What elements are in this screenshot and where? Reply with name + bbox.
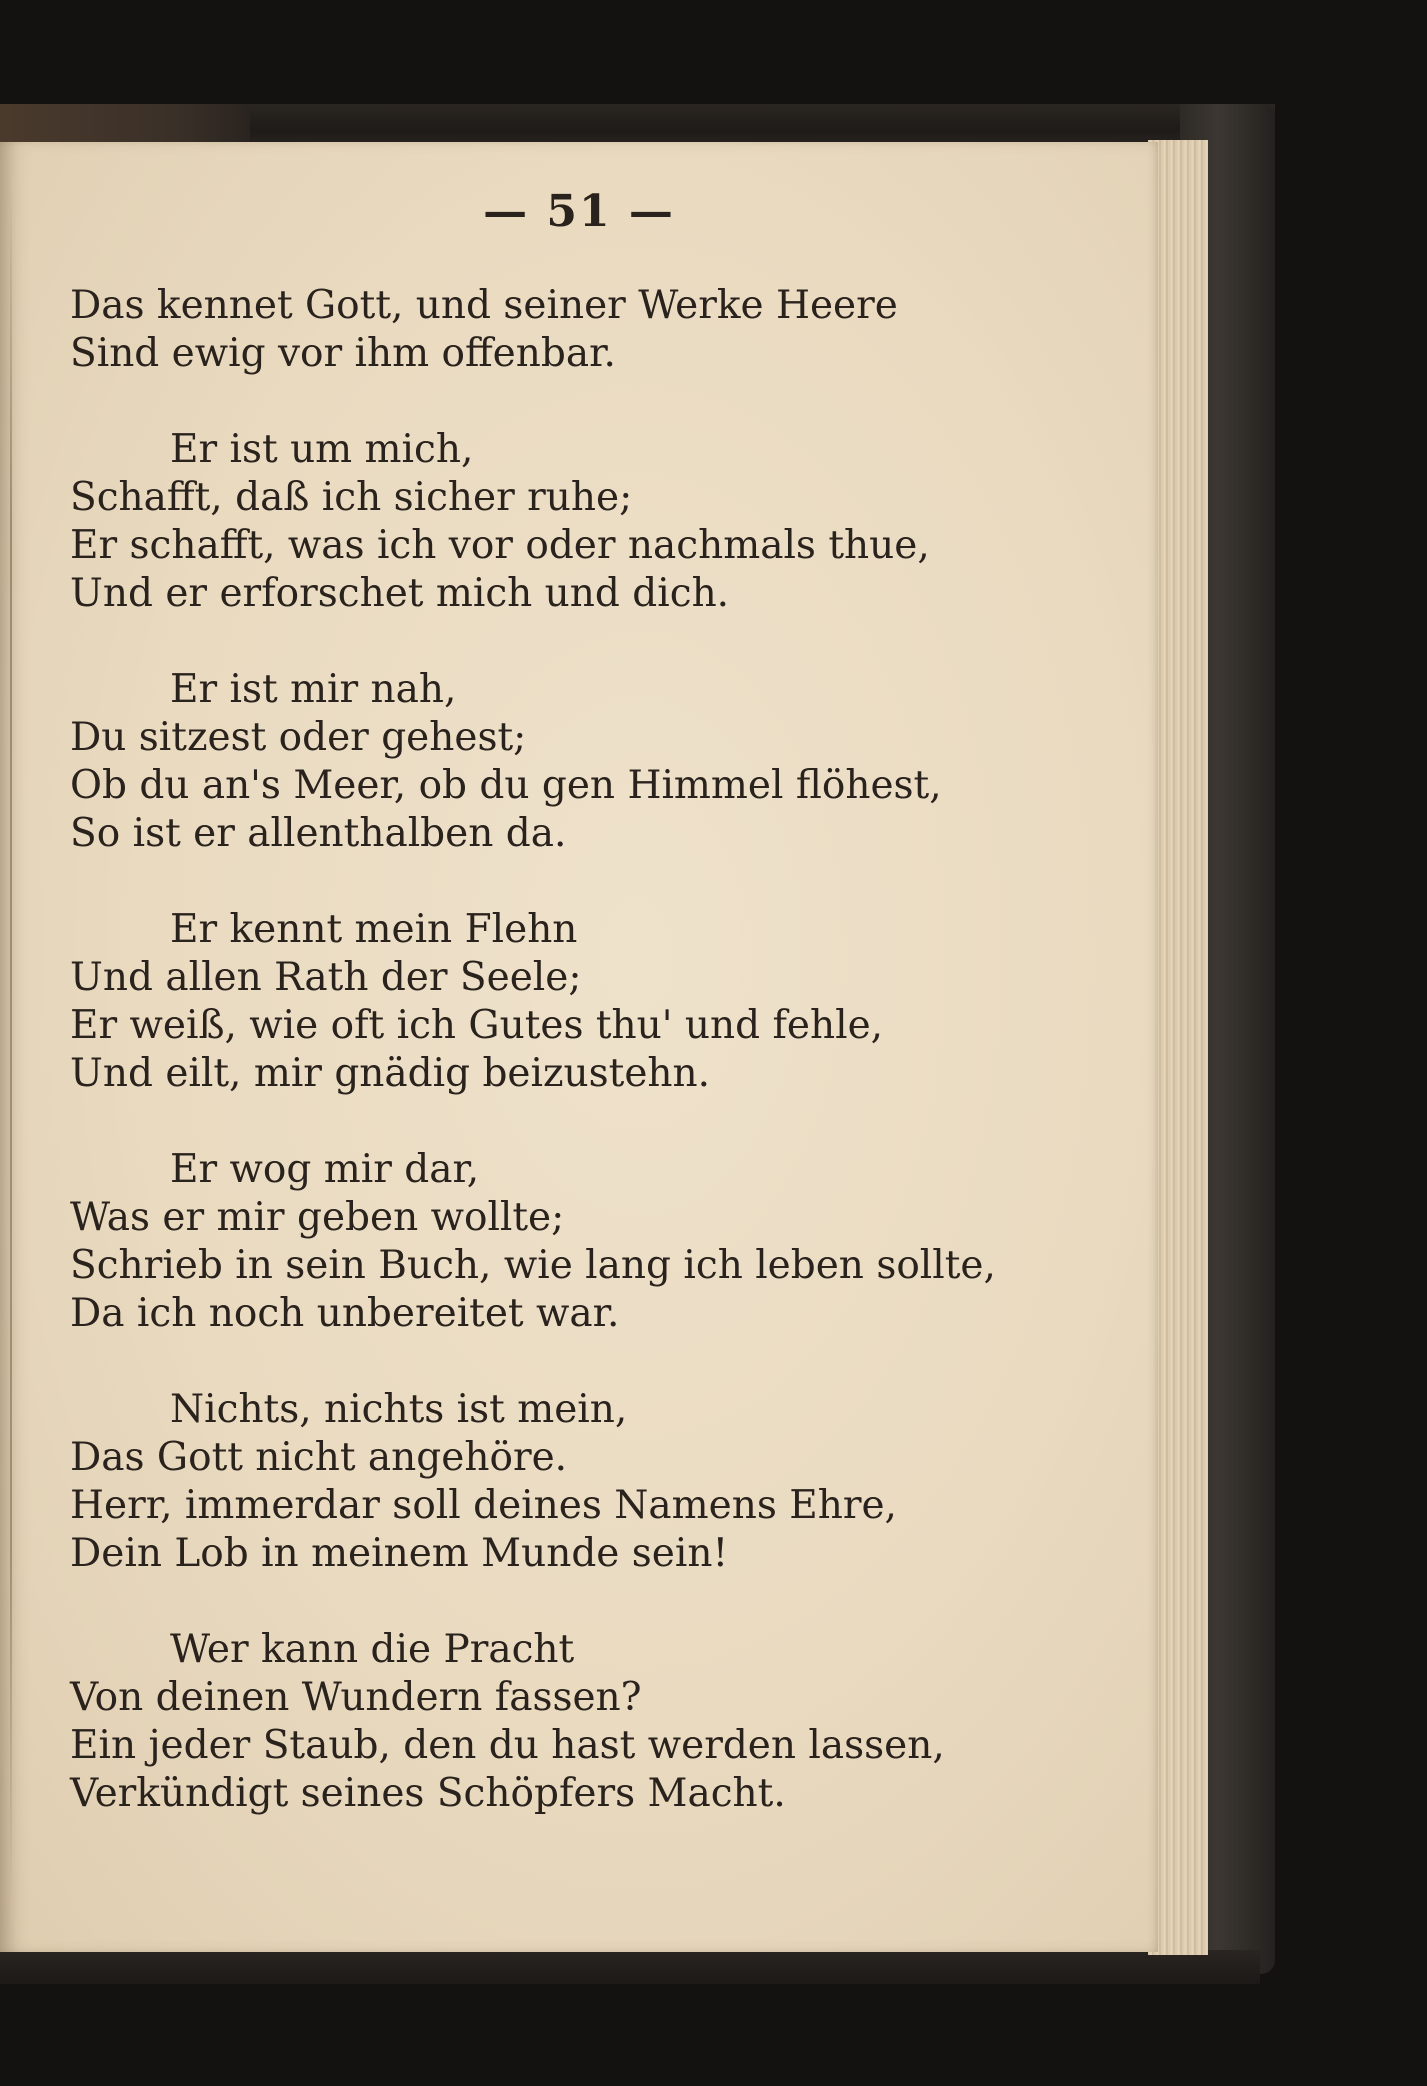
poem-line: Sind ewig vor ihm offenbar. bbox=[70, 331, 616, 376]
poem-line: Er schafft, was ich vor oder nachmals thue, bbox=[70, 523, 930, 568]
poem-line: Er weiß, wie oft ich Gutes thu' und fehle, bbox=[70, 1003, 884, 1048]
poem-line: Was er mir geben wollte; bbox=[70, 1195, 565, 1240]
poem-line: Das Gott nicht angehöre. bbox=[70, 1435, 568, 1480]
poem-line: Und eilt, mir gnädig beizustehn. bbox=[70, 1051, 711, 1096]
book-cover-bottom-edge bbox=[0, 1950, 1260, 1984]
poem-line: Er wog mir dar, bbox=[170, 1147, 480, 1192]
poem-line: Schrieb in sein Buch, wie lang ich leben sollte, bbox=[70, 1243, 996, 1288]
page-gutter bbox=[10, 190, 12, 1890]
poem-line: Ein jeder Staub, den du hast werden lassen, bbox=[70, 1723, 945, 1768]
stanza bbox=[70, 1626, 1140, 1818]
poem-line: Und er erforschet mich und dich. bbox=[70, 571, 730, 616]
poem-line: Er kennt mein Flehn bbox=[170, 907, 578, 952]
poem-line: Ob du an's Meer, ob du gen Himmel flöhest, bbox=[70, 763, 942, 808]
poem-line: Da ich noch unbereitet war. bbox=[70, 1291, 620, 1336]
poem-line: Er ist mir nah, bbox=[170, 667, 457, 712]
poem-line: Er ist um mich, bbox=[170, 427, 474, 472]
poem-line: Und allen Rath der Seele; bbox=[70, 955, 582, 1000]
stanza bbox=[70, 666, 1140, 858]
stanza bbox=[70, 426, 1140, 618]
poem-line: Schafft, daß ich sicher ruhe; bbox=[70, 475, 633, 520]
poem-line: Du sitzest oder gehest; bbox=[70, 715, 527, 760]
poem-line: Verkündigt seines Schöpfers Macht. bbox=[70, 1771, 786, 1816]
poem-text bbox=[70, 282, 1140, 1866]
poem-line: Von deinen Wundern fassen? bbox=[70, 1675, 642, 1720]
poem-line: Nichts, nichts ist mein, bbox=[170, 1387, 628, 1432]
stanza bbox=[70, 1146, 1140, 1338]
stanza bbox=[70, 1386, 1140, 1578]
poem-line: Das kennet Gott, und seiner Werke Heere bbox=[70, 283, 898, 328]
poem-line: So ist er allenthalben da. bbox=[70, 811, 567, 856]
poem-line: Wer kann die Pracht bbox=[170, 1627, 575, 1672]
poem-line: Herr, immerdar soll deines Namens Ehre, bbox=[70, 1483, 897, 1528]
poem-line: Dein Lob in meinem Munde sein! bbox=[70, 1531, 729, 1576]
page-number: — 51 — bbox=[483, 186, 675, 237]
stanza bbox=[70, 906, 1140, 1098]
stanza bbox=[70, 282, 1140, 378]
